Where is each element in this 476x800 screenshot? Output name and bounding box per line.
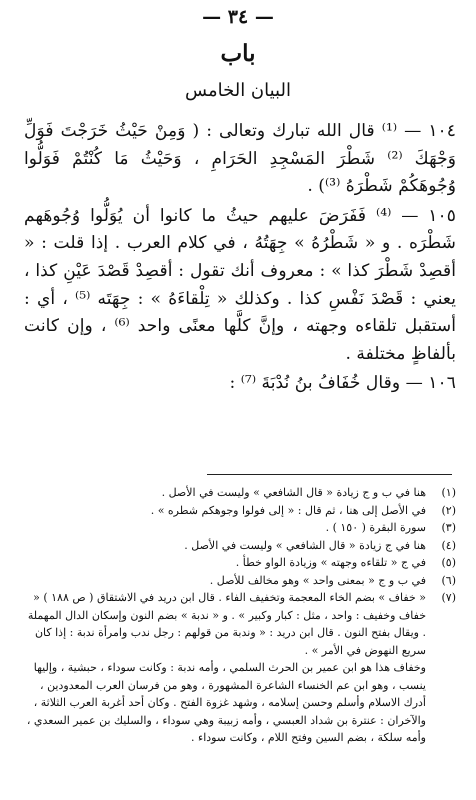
- paragraph-104: ١٠٤ — ⁽¹⁾ قال الله تبارك وتعالى : ( وَمِنْ حَيْثُ خَرَجْتَ فَوَلِّ وَجْهَكَ ⁽²⁾ شَطْرَ المَسْجِدِ الحَرَامِ ، وَحَيْثُ مَا كُنْتُمْ فَوَلُّوا وُجُوهَكُمْ شَطْرَهُ ⁽³⁾) .: [24, 121, 457, 197]
- footnote-number: (٤): [441, 538, 456, 552]
- footnote-1: [24, 484, 456, 502]
- footnote-7: [24, 589, 456, 659]
- footnote-5: [24, 554, 456, 572]
- footnote-3: [24, 519, 456, 537]
- footnote-number: (٧): [441, 591, 456, 604]
- footnote-number: (٦): [441, 573, 456, 587]
- footnote-divider: [207, 474, 452, 475]
- footnote-text: في ب و ج « بمعنى واحد » وهو مخالف للأصل .: [209, 573, 426, 587]
- footnote-number: (٥): [441, 556, 456, 569]
- footnote-text: في ج « تلقاءه وجهته » وزيادة الواو خطأ .: [235, 556, 426, 569]
- footnote-6: [24, 572, 456, 590]
- paragraph-105: ١٠٥ — ⁽⁴⁾ فَفَرَضَ عليهم حيثُ ما كانوا أن يُوَلُّوا وُجُوهَهم شَطْرَه . و « شَطْرُهُ » جِهَتُهُ ، في كلام العرب . إذا قلت : « أقصِدْ شَطْرَ كذا » : معروف أنك تقول : أقصِدْ قَصْدَ عَيْنِ كذا ، يعني : قَصْدَ نَفْسِ كذا . وكذلك « تِلْقاءَهُ » : جِهَتَه ⁽⁵⁾ ، أي : أستقبل تلقاءه وجهته ، وإنَّ كلَّها معنًى واحد ⁽⁶⁾ ، وإن كانت بألفاظٍ مختلفة .: [24, 205, 457, 364]
- footnote-text: هنا في ج زيادة « قال الشافعي » وليست في الأصل .: [184, 538, 426, 552]
- chapter-title: باب: [220, 40, 256, 67]
- footnote-7-continued: [24, 659, 456, 747]
- main-text: [24, 118, 456, 400]
- footnote-text: « خفاف » بضم الخاء المعجمة وتخفيف الفاء . قال ابن دريد في الاشتقاق ( ص ١٨٨ ) « خفاف وخفيف : واحد ، مثل : كبار وكبير » . و « ندبة » بضم النون وإسكان الدال المهملة . ويقال بفتح النون . قال ابن دريد : « وندبة من قولهم : رجل ندب وامرأة ندبة : إذا كان سريع النهوض في الأمر » .: [27, 591, 426, 657]
- footnote-2: [24, 502, 456, 520]
- chapter-subtitle: البيان الخامس: [185, 80, 291, 101]
- footnote-text: هنا في ب و ج زيادة « قال الشافعي » وليست في الأصل .: [161, 486, 426, 499]
- footnote-number: (١): [441, 486, 456, 499]
- footnote-text: سورة البقرة ( ١٥٠ ) .: [325, 521, 426, 534]
- footnote-text: وخفاف هذا هو ابن عمير بن الحرث السلمي ، وأمه ندبة : وكانت سوداء ، حبشية ، وإليها ينسب ، وهو ابن عم الخنساء الشاعرة المشهورة ، وهو من فرسان العرب المعدودين ، أدرك الاسلام وأسلم وحسن إسلامه ، وشهد غزوة الفتح . وكان أحد أغربة العرب الثلاثة ، والآخران : عنترة بن شداد العبسي ، وأمه زبيبة وهي سوداء ، والسليك بن عمير السعدي ، وأمه سلكة ، بضم السين وفتح اللام ، وكانت سوداء .: [26, 661, 426, 744]
- paragraph-106: ١٠٦ — وقال خُفَافُ بنُ نُدْبَةَ ⁽⁷⁾ :: [229, 373, 456, 394]
- footnote-4: [24, 537, 456, 555]
- page-number: — ٣٤ —: [202, 6, 274, 28]
- footnote-number: (٣): [441, 521, 456, 534]
- footnotes: [24, 484, 456, 747]
- footnote-text: في الأصل إلى هنا ، ثم قال : « إلى فولوا وجوهكم شطره » .: [150, 503, 426, 517]
- footnote-number: (٢): [441, 503, 456, 517]
